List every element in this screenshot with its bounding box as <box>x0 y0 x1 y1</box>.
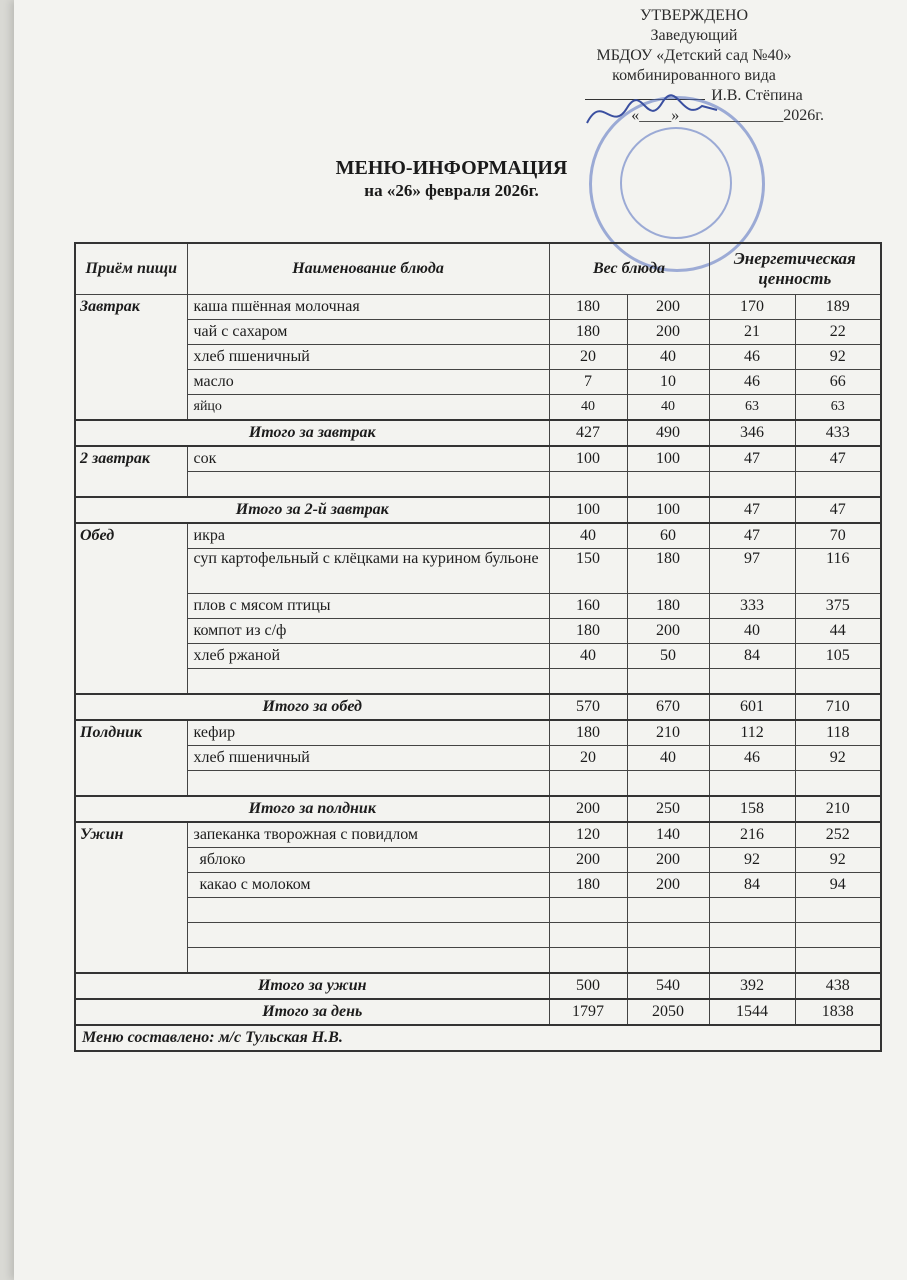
approval-line-1: УТВЕРЖДЕНО <box>639 7 748 24</box>
energy-value: 94 <box>795 873 881 898</box>
weight-value: 10 <box>627 370 709 395</box>
empty-row <box>75 948 881 974</box>
header-meal: Приём пищи <box>75 243 187 295</box>
dish-name: плов с мясом птицы <box>187 594 549 619</box>
table-row <box>75 822 881 848</box>
day-total-energy: 1838 <box>795 999 881 1025</box>
energy-value: 47 <box>795 446 881 472</box>
weight-value: 40 <box>549 644 627 669</box>
total-row <box>75 973 881 999</box>
weight-value: 40 <box>627 746 709 771</box>
total-energy: 47 <box>795 497 881 523</box>
energy-value: 170 <box>709 295 795 320</box>
energy-value: 46 <box>709 345 795 370</box>
energy-value: 216 <box>709 822 795 848</box>
weight-value: 200 <box>627 295 709 320</box>
weight-value: 20 <box>549 746 627 771</box>
energy-value: 47 <box>709 523 795 549</box>
energy-value: 375 <box>795 594 881 619</box>
weight-value: 200 <box>627 848 709 873</box>
total-weight: 427 <box>549 420 627 446</box>
weight-value: 100 <box>549 446 627 472</box>
energy-value: 22 <box>795 320 881 345</box>
weight-value: 60 <box>627 523 709 549</box>
total-weight: 100 <box>627 497 709 523</box>
weight-value: 20 <box>549 345 627 370</box>
table-row <box>75 523 881 549</box>
empty-row <box>75 771 881 797</box>
meal-name: Полдник <box>75 720 187 796</box>
total-label: Итого за обед <box>75 694 549 720</box>
weight-value: 200 <box>549 848 627 873</box>
total-row <box>75 796 881 822</box>
total-label: Итого за 2-й завтрак <box>75 497 549 523</box>
dish-name: хлеб ржаной <box>187 644 549 669</box>
day-total-weight: 1797 <box>549 999 627 1025</box>
energy-value: 63 <box>709 395 795 421</box>
meal-name: Обед <box>75 523 187 694</box>
table-row <box>75 320 881 345</box>
dish-name: каша пшённая молочная <box>187 295 549 320</box>
energy-value: 40 <box>709 619 795 644</box>
table-row <box>75 619 881 644</box>
total-energy: 710 <box>795 694 881 720</box>
header-row <box>75 243 881 295</box>
weight-value: 150 <box>549 549 627 594</box>
weight-value: 140 <box>627 822 709 848</box>
total-weight: 100 <box>549 497 627 523</box>
weight-value: 200 <box>627 619 709 644</box>
weight-value: 200 <box>627 873 709 898</box>
document-title <box>319 156 584 202</box>
weight-value: 180 <box>549 619 627 644</box>
weight-value: 120 <box>549 822 627 848</box>
total-energy: 438 <box>795 973 881 999</box>
energy-value: 105 <box>795 644 881 669</box>
weight-value: 160 <box>549 594 627 619</box>
energy-value: 189 <box>795 295 881 320</box>
dish-name: чай с сахаром <box>187 320 549 345</box>
day-total-label: Итого за день <box>75 999 549 1025</box>
energy-value: 66 <box>795 370 881 395</box>
table-row <box>75 594 881 619</box>
table-row <box>75 345 881 370</box>
table-row <box>75 720 881 746</box>
total-energy: 47 <box>709 497 795 523</box>
total-row <box>75 420 881 446</box>
weight-value: 180 <box>549 320 627 345</box>
energy-value: 92 <box>709 848 795 873</box>
weight-value: 180 <box>549 295 627 320</box>
table-row <box>75 370 881 395</box>
dish-name: икра <box>187 523 549 549</box>
energy-value: 252 <box>795 822 881 848</box>
table-row <box>75 295 881 320</box>
dish-name: запеканка творожная с повидлом <box>187 822 549 848</box>
weight-value: 40 <box>627 395 709 421</box>
day-total-energy: 1544 <box>709 999 795 1025</box>
total-row <box>75 497 881 523</box>
approval-line-2: Заведующий <box>650 27 738 44</box>
energy-value: 46 <box>709 370 795 395</box>
dish-name: сок <box>187 446 549 472</box>
weight-value: 180 <box>627 594 709 619</box>
day-total-weight: 2050 <box>627 999 709 1025</box>
approval-line-3: МБДОУ «Детский сад №40» <box>596 47 792 64</box>
meal-name: 2 завтрак <box>75 446 187 497</box>
weight-value: 7 <box>549 370 627 395</box>
meal-name: Ужин <box>75 822 187 973</box>
energy-value: 116 <box>795 549 881 594</box>
header-dish: Наименование блюда <box>187 243 549 295</box>
dish-name: хлеб пшеничный <box>187 345 549 370</box>
empty-row <box>75 923 881 948</box>
dish-name: яблоко <box>187 848 549 873</box>
weight-value: 40 <box>549 523 627 549</box>
dish-name: хлеб пшеничный <box>187 746 549 771</box>
total-weight: 490 <box>627 420 709 446</box>
total-weight: 500 <box>549 973 627 999</box>
total-row <box>75 694 881 720</box>
total-energy: 158 <box>709 796 795 822</box>
dish-name: суп картофельный с клёцками на курином бульоне <box>187 549 549 594</box>
table-row <box>75 848 881 873</box>
footer-compiled-by: Меню составлено: м/с Тульская Н.В. <box>75 1025 881 1051</box>
total-energy: 346 <box>709 420 795 446</box>
paper-sheet <box>14 0 907 1280</box>
table-row <box>75 395 881 421</box>
weight-value: 180 <box>549 720 627 746</box>
weight-value: 40 <box>549 395 627 421</box>
meal-name: Завтрак <box>75 295 187 421</box>
handwritten-signature <box>582 88 722 138</box>
weight-value: 200 <box>627 320 709 345</box>
energy-value: 84 <box>709 873 795 898</box>
total-energy: 601 <box>709 694 795 720</box>
day-total-row <box>75 999 881 1025</box>
energy-value: 92 <box>795 345 881 370</box>
table-row <box>75 549 881 594</box>
weight-value: 180 <box>549 873 627 898</box>
approval-director-name: И.В. Стёпина <box>711 87 803 104</box>
energy-value: 44 <box>795 619 881 644</box>
total-energy: 433 <box>795 420 881 446</box>
dish-name: масло <box>187 370 549 395</box>
weight-value: 50 <box>627 644 709 669</box>
empty-row <box>75 898 881 923</box>
dish-name: компот из с/ф <box>187 619 549 644</box>
total-weight: 570 <box>549 694 627 720</box>
total-label: Итого за завтрак <box>75 420 549 446</box>
energy-value: 118 <box>795 720 881 746</box>
weight-value: 210 <box>627 720 709 746</box>
energy-value: 112 <box>709 720 795 746</box>
energy-value: 21 <box>709 320 795 345</box>
energy-value: 92 <box>795 848 881 873</box>
total-weight: 250 <box>627 796 709 822</box>
total-energy: 210 <box>795 796 881 822</box>
energy-value: 97 <box>709 549 795 594</box>
total-weight: 540 <box>627 973 709 999</box>
empty-row <box>75 669 881 695</box>
table-row <box>75 446 881 472</box>
total-energy: 392 <box>709 973 795 999</box>
total-weight: 670 <box>627 694 709 720</box>
table-row <box>75 873 881 898</box>
approval-date-line: «____»_____________2026г. <box>631 107 824 124</box>
table-row <box>75 746 881 771</box>
weight-value: 40 <box>627 345 709 370</box>
table-row <box>75 644 881 669</box>
energy-value: 47 <box>709 446 795 472</box>
weight-value: 180 <box>627 549 709 594</box>
energy-value: 70 <box>795 523 881 549</box>
menu-table <box>74 242 882 1052</box>
total-label: Итого за ужин <box>75 973 549 999</box>
energy-value: 46 <box>709 746 795 771</box>
total-label: Итого за полдник <box>75 796 549 822</box>
header-energy: Энергетическая ценность <box>709 243 881 295</box>
footer-row <box>75 1025 881 1051</box>
energy-value: 63 <box>795 395 881 421</box>
empty-row <box>75 472 881 498</box>
title-main: МЕНЮ-ИНФОРМАЦИЯ <box>335 157 568 179</box>
energy-value: 84 <box>709 644 795 669</box>
dish-name: какао с молоком <box>187 873 549 898</box>
weight-value: 100 <box>627 446 709 472</box>
approval-line-4: комбинированного вида <box>612 67 776 84</box>
energy-value: 333 <box>709 594 795 619</box>
total-weight: 200 <box>549 796 627 822</box>
header-weight: Вес блюда <box>549 243 709 295</box>
title-date: на «26» февраля 2026г. <box>364 181 539 200</box>
dish-name: кефир <box>187 720 549 746</box>
dish-name: яйцо <box>187 395 549 421</box>
energy-value: 92 <box>795 746 881 771</box>
